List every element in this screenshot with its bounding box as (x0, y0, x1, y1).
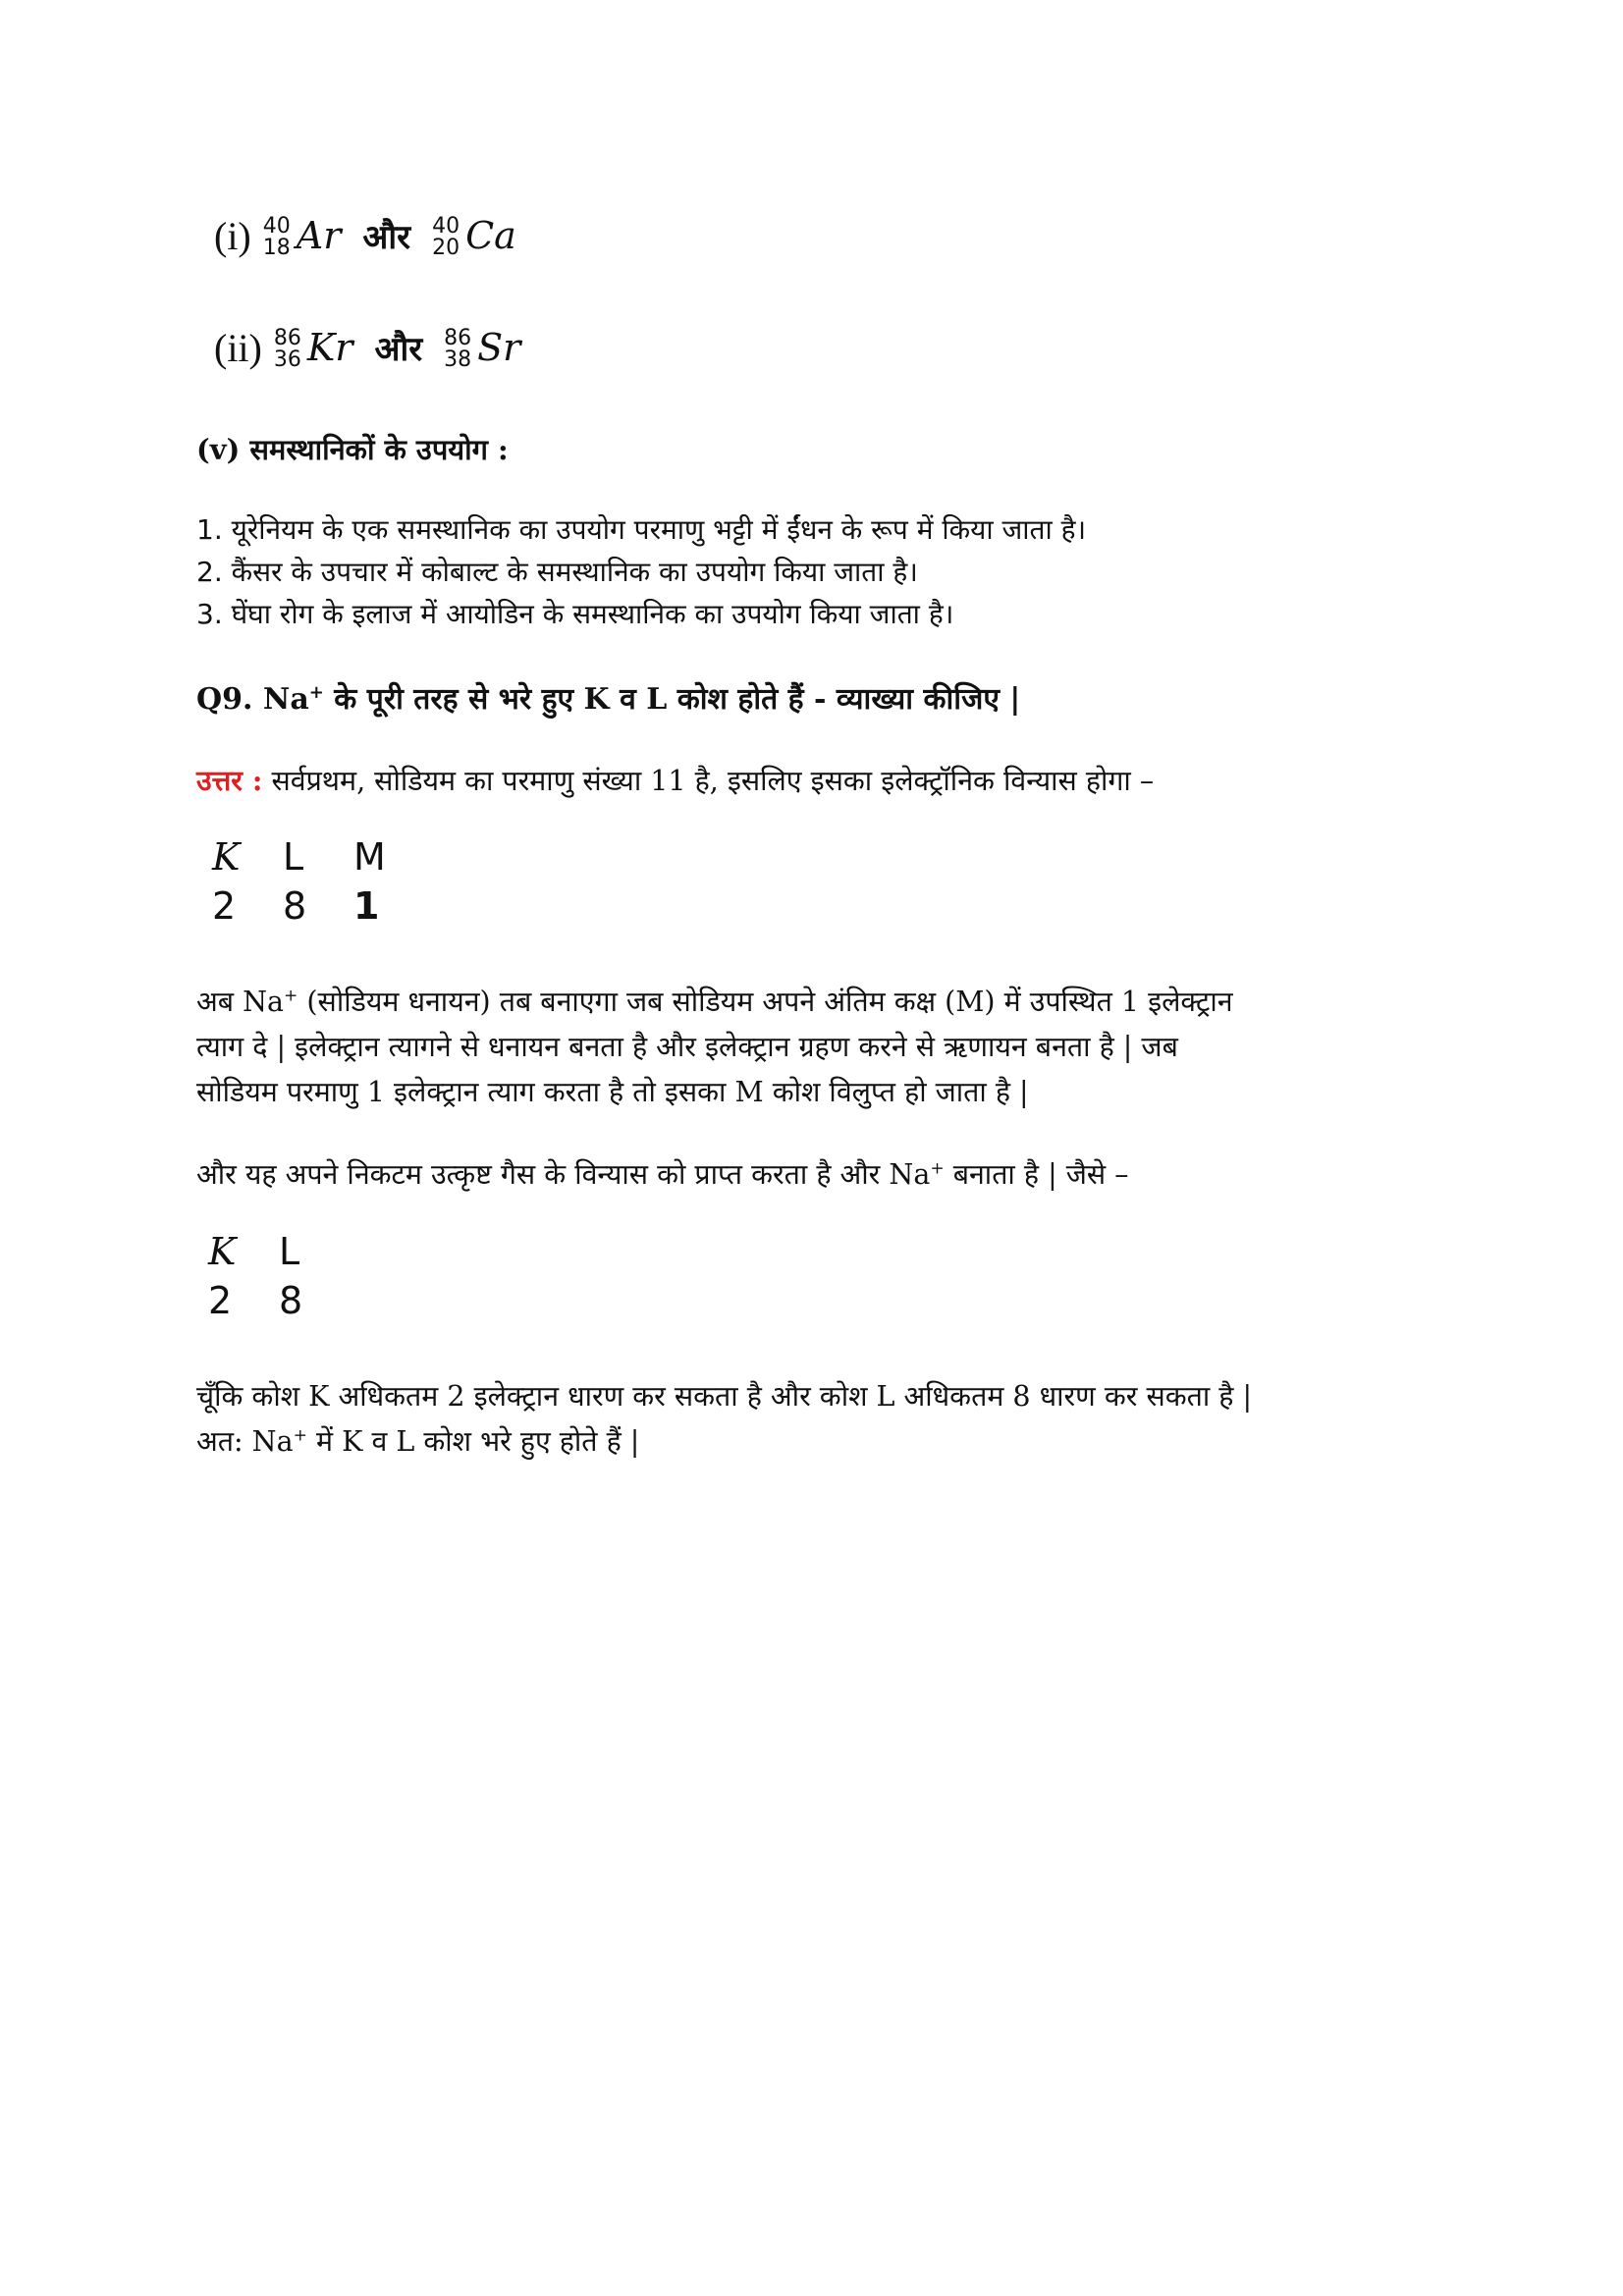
question-prefix: Q9. Na (196, 682, 309, 717)
question-heading (196, 677, 1020, 718)
uses-list (196, 508, 1086, 635)
element-symbol: Ca (465, 214, 516, 257)
conjunction: और (362, 218, 411, 257)
atomic-number: 18 (262, 236, 291, 260)
atomic-number: 20 (432, 236, 460, 260)
superscript: + (930, 1158, 945, 1179)
element-symbol: Ar (296, 214, 342, 257)
pair-index: (i) (214, 213, 251, 258)
paragraph-noble-gas: और यह अपने निकटम उत्कृष्ट गैस के विन्यास को प्राप्त करता है और Na+ बनाता है | जैसे – (196, 1158, 1129, 1191)
electron-count: 8 (283, 884, 307, 928)
shell-label: M (353, 835, 386, 879)
electron-count: 8 (279, 1279, 303, 1322)
conjunction: और (374, 330, 423, 369)
electron-count: 2 (212, 884, 237, 928)
superscript: + (284, 986, 298, 1006)
electron-count: 1 (353, 884, 380, 928)
shell-label: L (279, 1230, 300, 1273)
electron-row (212, 881, 424, 931)
paragraph-cation-formation (196, 980, 1233, 1115)
pair-index: (ii) (214, 325, 262, 370)
mass-number: 86 (444, 326, 472, 350)
electron-count: 2 (208, 1279, 233, 1322)
paragraph-conclusion (196, 1374, 1252, 1465)
isotope-pair-1 (214, 212, 516, 259)
answer-intro-text: सर्वप्रथम, सोडियम का परमाणु संख्या 11 है, इसलिए इसका इलेक्ट्रॉनिक विन्यास होगा – (262, 765, 1155, 797)
atomic-number: 36 (273, 347, 301, 372)
superscript: + (293, 1425, 307, 1446)
electron-config-sodium (212, 832, 424, 931)
answer-intro (196, 758, 1154, 804)
answer-label: उत्तर : (196, 764, 263, 797)
paragraph-line: अत: Na+ में K व L कोश भरे हुए होते हैं | (196, 1425, 640, 1458)
electron-row (208, 1276, 350, 1325)
nuclide-argon (263, 212, 342, 259)
mass-number: 40 (262, 214, 291, 239)
element-symbol: Kr (306, 326, 353, 369)
question-text: के पूरी तरह से भरे हुए K व L कोश होते हैं - व्याख्या कीजिए | (323, 682, 1021, 717)
list-item: 2. कैंसर के उपचार में कोबाल्ट के समस्थानिक का उपयोग किया जाता है। (196, 556, 918, 588)
superscript: + (308, 682, 324, 703)
atomic-number: 38 (444, 347, 472, 372)
isotope-pair-2 (214, 324, 520, 371)
uses-heading: (v) समस्थानिकों के उपयोग : (196, 433, 509, 466)
list-item: 3. घेंघा रोग के इलाज में आयोडिन के समस्थानिक का उपयोग किया जाता है। (196, 598, 954, 630)
paragraph-line: चूँकि कोश K अधिकतम 2 इलेक्ट्रान धारण कर सकता है और कोश L अधिकतम 8 धारण कर सकता है | (196, 1380, 1253, 1413)
nuclide-calcium (432, 212, 516, 259)
paragraph-line: त्याग दे | इलेक्ट्रान त्यागने से धनायन बनता है और इलेक्ट्रान ग्रहण करने से ऋणायन बनता है | जब (196, 1031, 1178, 1063)
shell-row (208, 1227, 350, 1276)
electron-config-sodium-ion (208, 1227, 350, 1325)
shell-label: K (208, 1230, 237, 1273)
nuclide-strontium (444, 324, 520, 371)
element-symbol: Sr (477, 326, 521, 369)
nuclide-krypton (274, 324, 353, 371)
shell-label: L (283, 835, 304, 879)
list-item: 1. यूरेनियम के एक समस्थानिक का उपयोग परमाणु भट्टी में ईंधन के रूप में किया जाता है। (196, 513, 1087, 546)
shell-label: K (212, 835, 241, 879)
mass-number: 86 (273, 326, 301, 350)
paragraph-line: अब Na+ (सोडियम धनायन) तब बनाएगा जब सोडियम अपने अंतिम कक्ष (M) में उपस्थित 1 इलेक्ट्रान (196, 986, 1233, 1018)
shell-row (212, 832, 424, 881)
paragraph-line: सोडियम परमाणु 1 इलेक्ट्रान त्याग करता है तो इसका M कोश विलुप्त हो जाता है | (196, 1076, 1029, 1108)
mass-number: 40 (432, 214, 460, 239)
